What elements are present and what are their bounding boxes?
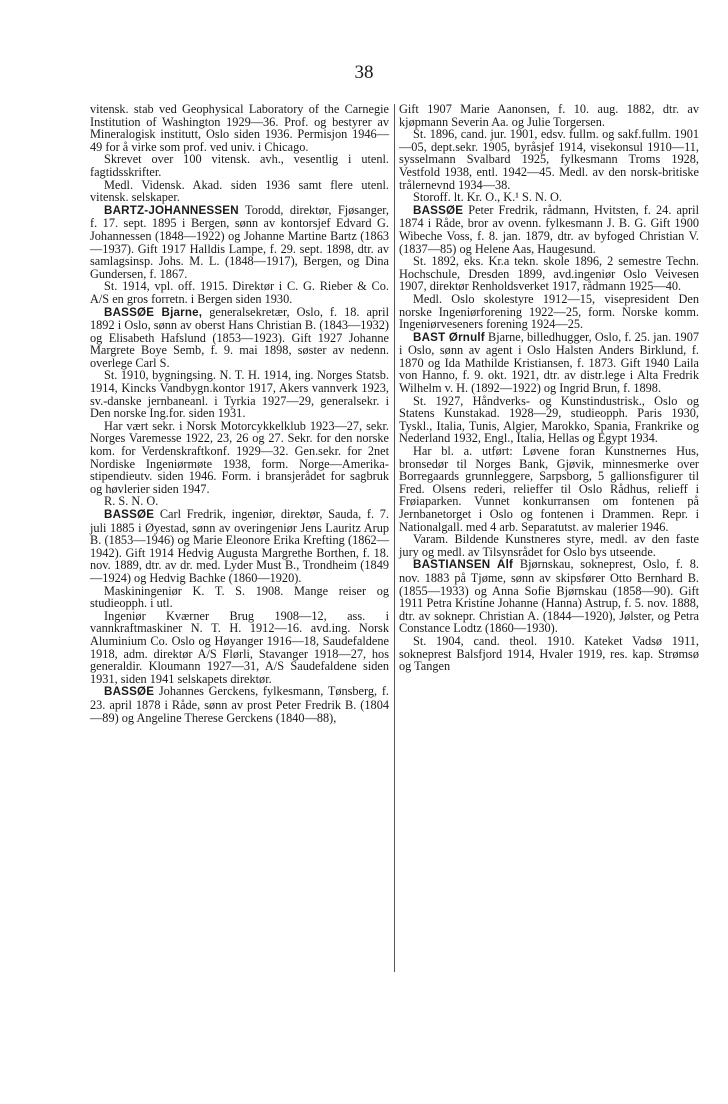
entry-name: BASSØE xyxy=(413,203,464,217)
paragraph-text: vitensk. stab ved Geophysical Laboratory of the Carnegie Institution of Washington 1929—36. Prof. og bestyrer av Mineralogisk institutt, Oslo siden 1936. Permisjon 1946—49 for å virke som prof. ved univ. i Chicago. xyxy=(90,102,389,154)
text-paragraph xyxy=(399,255,699,293)
paragraph-text: Ingeniør Kværner Brug 1908—12, ass. i vannkraftmaskiner N. T. H. 1912—16. avd.ing. Norsk Aluminium Co. Oslo og Høyanger 1916—18, Saudefaldene 1918, adm. direktør A/S Flørli, Stavanger 1918—27, hos generaldir. Kloumann 1927—31, A/S Saudefaldene siden 1931, siden 1941 selskapets direktør. xyxy=(90,608,389,686)
text-paragraph xyxy=(399,128,699,191)
paragraph-text: R. S. N. O. xyxy=(104,494,159,509)
entry-name: BASSØE xyxy=(104,508,155,521)
text-paragraph xyxy=(399,533,699,558)
entry-paragraph xyxy=(90,685,389,724)
paragraph-text: Bjarne, billedhugger, Oslo, f. 25. jan. 1907 i Oslo, sønn av agent i Oslo Halsten Anders Birklund, f. 1870 og Ida Mathilde Kristiansen, f. 1873. Gift 1940 Laila von Hanno, f. 9. okt. 1921, dtr. av distr.lege i Alta Fredrik Wilhelm v. H. (1892—1922) og Ingrid Brun, f. 1898. xyxy=(399,329,700,396)
paragraph-text: St. 1904, cand. theol. 1910. Kateket Vadsø 1911, sokneprest Balsfjord 1914, Hvaler 1919, res. kap. Strømsø og Tangen xyxy=(399,633,699,674)
paragraph-text: St. 1892, eks. Kr.a tekn. skole 1896, 2 semestre Techn. Hochschule, Dresden 1899, avd.ingeniør Oslo Veivesen 1907, direktør Renholdsverket 1917, rådmann 1925—40. xyxy=(399,254,699,294)
paragraph-text: St. 1914, vpl. off. 1915. Direktør i C. G. Rieber & Co. A/S en gros forretn. i Bergen siden 1930. xyxy=(90,279,389,306)
entry-paragraph xyxy=(399,204,699,255)
text-paragraph xyxy=(399,395,699,445)
paragraph-text: Johannes Gerckens, fylkesmann, Tønsberg, f. 23. april 1878 i Råde, sønn av prost Peter Fredrik B. (1804—89) og Angeline Therese Gerckens (1840—88), xyxy=(90,684,389,725)
text-paragraph xyxy=(90,103,389,153)
text-paragraph xyxy=(90,153,389,178)
entry-paragraph xyxy=(399,331,699,395)
entry-paragraph xyxy=(90,508,389,585)
paragraph-text: Medl. Vidensk. Akad. siden 1936 samt flere utenl. vitensk. selskaper. xyxy=(90,177,389,205)
text-paragraph xyxy=(90,610,389,686)
text-paragraph xyxy=(90,369,389,419)
paragraph-text: Bjørnskau, sokneprest, Oslo, f. 8. nov. 1883 på Tjøme, sønn av skipsfører Otto Bernhard B. (1855—1933) og Anna Sofie Bjørnskau (1858—90). Gift 1911 Petra Kristine Johanne (Hanna) Astrup, f. 5. nov. 1888, dtr. av soknepr. Christian A. (1844—1920), Jølster, og Petra Constance Lodtz (1860—1930). xyxy=(399,557,699,636)
text-paragraph xyxy=(399,293,699,331)
paragraph-text: Har vært sekr. i Norsk Motorcykkelklub 1923—27, sekr. Norges Varemesse 1922, 23, 26 og 27. Sekr. for den norske kom. for Verdenskraftkonf. 1929—32. Gen.sekr. for 2net Nordiske Ingeniørmøte 1938, form. Norge—Amerika-stipendieutv. siden 1946. Form. i bransjerådet for sagbruk og høvlerier siden 1947. xyxy=(90,418,389,496)
paragraph-text: Maskiningeniør K. T. S. 1908. Mange reiser og studieopph. i utl. xyxy=(90,583,389,611)
paragraph-text: Skrevet over 100 vitensk. avh., vesentlig i utenl. fagtidsskrifter. xyxy=(90,152,389,179)
paragraph-text: St. 1896, cand. jur. 1901, edsv. fullm. og sakf.fullm. 1901—05, dept.sekr. 1905, byråsjef 1914, visekonsul 1910—11, sysselmann Svalbard 1925, fylkesmann Troms 1928, Vestfold 1938, entl. 1942—45. Medl. av den norsk-britiske trålernevnd 1934—38. xyxy=(399,127,699,192)
entry-name: BASTIANSEN Alf xyxy=(413,558,514,572)
page-number: 38 xyxy=(354,62,374,83)
paragraph-text: St. 1927, Håndverks- og Kunstindustrisk., Oslo og Statens Kunstakad. 1928—29, studieopph. Paris 1930, Tyskl., Italia, Tunis, Algier, Marokko, Spania, Frankrike og Nederland 1932, Engl., Italia, Hellas og Egypt 1934. xyxy=(399,393,699,446)
paragraph-text: Torodd, direktør, Fjøsanger, f. 17. sept. 1895 i Bergen, sønn av kontorsjef Edvard G. Johannessen (1848—1922) og Johanne Martine Bartz (1863—1937). Gift 1917 Halldis Lampe, f. 29. sept. 1898, dtr. av samlagsinsp. Johs. M. L. (1848—1917), Bergen, og Dina Gundersen, f. 1867. xyxy=(90,202,389,281)
text-paragraph xyxy=(399,445,699,533)
entry-name: BASSØE xyxy=(104,685,155,699)
column-divider xyxy=(394,104,395,972)
paragraph-text: St. 1910, bygningsing. N. T. H. 1914, ing. Norges Statsb. 1914, Kincks Vandbygn.kontor 1917, Akers vannverk 1923, sv.-danske jernbaneanl. i Tyrkia 1927—29, generalsekr. i Den norske Ing.for. siden 1931. xyxy=(90,368,389,421)
text-paragraph xyxy=(90,585,389,610)
entry-paragraph xyxy=(90,204,389,281)
text-paragraph xyxy=(90,280,389,305)
entry-paragraph xyxy=(90,306,389,370)
paragraph-text: Varam. Bildende Kunstneres styre, medl. av den faste jury og medl. av Tilsynsrådet for Oslo bys utseende. xyxy=(399,532,699,559)
entry-name: BARTZ-JOHANNESSEN xyxy=(104,203,239,217)
entry-name: BASSØE Bjarne, xyxy=(104,305,203,319)
entry-name: BAST Ørnulf xyxy=(413,330,485,344)
paragraph-text: Peter Fredrik, rådmann, Hvitsten, f. 24. april 1874 i Råde, bror av ovenn. fylkesmann J. B. G. Gift 1900 Wibeche Voss, f. 8. jan. 1879, dtr. av byfoged Christian V. (1837—85) og Helene Aas, Haugesund. xyxy=(399,202,699,256)
entry-paragraph xyxy=(399,558,699,635)
right-column xyxy=(399,103,699,673)
paragraph-text: generalsekretær, Oslo, f. 18. april 1892 i Oslo, sønn av oberst Hans Christian B. (1843—1932) og Elisabeth Hafslund (1853—1923). Gift 1927 Johanne Margrete Boye Semb, f. 9. mai 1898, søster av nedenn. overlege Carl S. xyxy=(90,304,389,370)
text-paragraph xyxy=(399,635,699,673)
paragraph-text: Carl Fredrik, ingeniør, direktør, Sauda, f. 7. juli 1885 i Øyestad, sønn av overingeniør Jens Lauritz Arup B. (1853—1946) og Marie Eleonore Erika Krefting (1862—1942). Gift 1914 Hedvig Augusta Margrethe Borthen, f. 18. nov. 1889, dtr. av dr. med. Lyder Must B., Trondheim (1849—1924) og Hedvig Bachke (1860—1920). xyxy=(90,507,389,585)
text-paragraph xyxy=(90,179,389,204)
paragraph-text: Storoff. lt. Kr. O., K.¹ S. N. O. xyxy=(413,190,562,205)
paragraph-text: Medl. Oslo skolestyre 1912—15, visepresident Den norske Ingeniørforening 1922—25, form. Norske komm. Ingeniørveseners forening 1924—25. xyxy=(399,291,699,332)
text-paragraph xyxy=(399,103,699,128)
text-paragraph xyxy=(90,420,389,496)
left-column xyxy=(90,103,389,724)
paragraph-text: Gift 1907 Marie Aanonsen, f. 10. aug. 1882, dtr. av kjøpmann Severin Aa. og Julie Torgersen. xyxy=(399,102,699,129)
paragraph-text: Har bl. a. utført: Løvene foran Kunstnernes Hus, bronsedør til Norges Bank, Gjøvik, minnesmerke over Borregaards grunnleggere, Sarpsborg, 5 gallionsfigurer til Fred. Olsens rederi, relieffer til Oslo Rådhus, relieff i Frøiaparken. Vunnet konkurransen om fontenen på Jernbanetorget i Oslo og fontenen i Drammen. Repr. i Nationalgall. med 4 arb. Separatutst. av malerier 1946. xyxy=(399,444,699,534)
